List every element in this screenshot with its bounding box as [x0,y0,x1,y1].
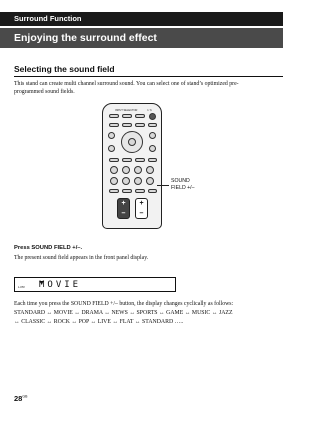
intro-line-2: programmed sound fields. [14,89,75,95]
heading-rule [14,76,283,77]
remote-button [108,145,115,152]
remote-button [148,189,157,193]
remote-button [122,158,132,162]
volume-rocker [117,198,130,219]
remote-button [122,123,132,127]
page-title: Enjoying the surround effect [0,28,283,48]
callout-leader-line [157,185,169,186]
remote-button [109,189,119,193]
cycle-intro: Each time you press the SOUND FIELD +/– button, the display changes cyclically as follows: [14,301,234,307]
power-label: I / ⏻ [147,109,152,112]
remote-button [122,166,130,174]
page-number [14,394,27,403]
remote-button [134,166,142,174]
remote-button [146,166,154,174]
minus-symbol: – [121,210,126,217]
display-text: MOVIE [39,280,82,290]
callout-line-2: FIELD +/– [171,184,195,191]
sound-field-button [135,198,148,219]
remote-button [110,177,118,185]
remote-button [146,177,154,185]
remote-button [109,158,119,162]
remote-button [134,177,142,185]
step-description: The present sound field appears in the front panel display. [14,255,149,261]
sound-field-callout [171,178,195,191]
remote-button [135,123,145,127]
enter-button [128,138,136,146]
remote-button [110,166,118,174]
sound-field-minus: – [139,210,144,217]
remote-button [122,189,132,193]
plus-symbol: + [121,200,126,207]
input-selector-label: INPUT SELECTOR [115,109,138,112]
page-number-value: 28 [14,394,23,403]
display-tag: L.PR [18,285,25,289]
remote-button [122,177,130,185]
front-panel-display [14,277,176,292]
remote-button [108,132,115,139]
remote-button [149,132,156,139]
remote-button [135,189,145,193]
page-suffix: GB [22,394,28,399]
step-instruction: Press SOUND FIELD +/–. [14,245,83,251]
sound-field-plus: + [139,200,144,207]
remote-button [122,114,132,118]
section-heading: Selecting the sound field [14,64,115,74]
remote-button [135,158,145,162]
remote-button [135,114,145,118]
cycle-sequence-line-2: ↔ CLASSIC ↔ ROCK ↔ POP ↔ LIVE ↔ FLAT ↔ STANDARD ….. [14,319,184,325]
remote-button [149,145,156,152]
remote-button [148,158,157,162]
remote-button [109,114,119,118]
remote-control-illustration [102,103,162,229]
remote-button [109,123,119,127]
cycle-sequence-line-1: STANDARD ↔ MOVIE ↔ DRAMA ↔ NEWS ↔ SPORTS ↔ GAME ↔ MUSIC ↔ JAZZ [14,310,233,316]
intro-line-1: This stand can create multi channel surround sound. You can select one of stand’s optimized pre- [14,81,239,87]
power-button [149,113,156,120]
callout-line-1: SOUND [171,178,190,184]
remote-button [148,123,157,127]
chapter-header: Surround Function [0,12,283,26]
